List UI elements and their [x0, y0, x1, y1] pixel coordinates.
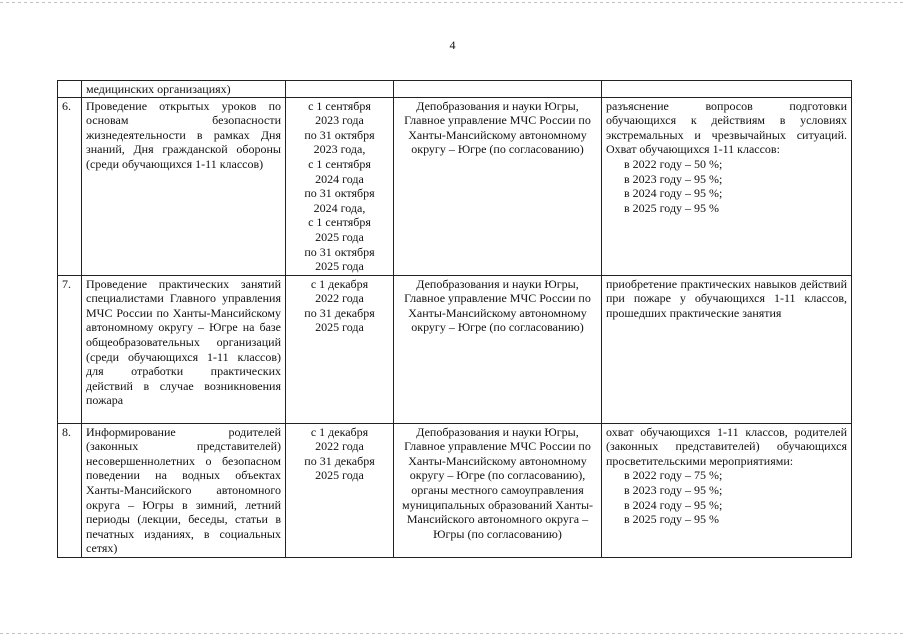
date-line: по 31 октября: [304, 186, 375, 201]
date-line: по 31 декабря: [304, 453, 375, 468]
cell-result: [602, 423, 852, 557]
date-line: по 31 октября: [304, 127, 375, 142]
cell-dates: [286, 97, 394, 275]
cell-dates: [286, 423, 394, 557]
page-number: 4: [449, 38, 456, 52]
date-line: с 1 сентября: [308, 215, 371, 230]
cell-number: 7.: [58, 275, 82, 423]
result-item: в 2024 году – 95 %;: [624, 497, 723, 512]
date-line: 2024 года: [315, 171, 364, 186]
date-line: с 1 декабря: [310, 424, 369, 439]
result-item: в 2025 году – 95 %: [624, 200, 720, 215]
measures-table: [57, 80, 852, 558]
cell-dates: [286, 275, 394, 423]
date-line: по 31 октября: [304, 244, 375, 259]
date-line: 2022 года: [315, 291, 364, 306]
result-text: разъяснение вопросов подготовки обучающихся к действиям в условиях экстремальных и чрезвычайных ситуаций. Охват обучающихся 1-11 классов:: [606, 98, 847, 157]
scan-edge-bottom: [0, 633, 905, 634]
result-item: в 2022 году – 50 %;: [624, 156, 723, 171]
table-row: [58, 423, 852, 557]
cell-number: 6.: [58, 97, 82, 275]
result-item: в 2022 году – 75 %;: [624, 468, 723, 483]
cell-responsible: Депобразования и науки Югры, Главное управление МЧС России по Ханты-Мансийскому автономному округу – Югре (по согласованию): [394, 97, 602, 275]
result-item: в 2025 году – 95 %: [624, 512, 720, 527]
table-row: [58, 275, 852, 423]
result-item: в 2024 году – 95 %;: [624, 186, 723, 201]
date-line: с 1 сентября: [308, 156, 371, 171]
date-line: 2023 года: [315, 113, 364, 128]
date-line: с 1 декабря: [310, 276, 369, 291]
result-text: приобретение практических навыков действий при пожаре у обучающихся 1-11 классов, прошедших практические занятия: [606, 276, 847, 320]
date-line: 2025 года: [315, 259, 364, 274]
scan-edge-top: [0, 2, 905, 3]
date-line: 2022 года: [315, 439, 364, 454]
table-row: [58, 97, 852, 275]
result-item: в 2023 году – 95 %;: [624, 482, 723, 497]
date-line: по 31 декабря: [304, 305, 375, 320]
date-line: 2025 года: [315, 320, 364, 335]
date-line: 2025 года: [315, 468, 364, 483]
date-line: 2024 года,: [313, 200, 366, 215]
cell-measure-name: Проведение практических занятий специалистами Главного управления МЧС России по Ханты-Мансийскому автономному округу – Югре на базе общеобразовательных организаций (среди обучающихся 1-11 классов) для отработки практических действий в случае возникновения пожара: [82, 275, 286, 423]
cell-number: 8.: [58, 423, 82, 557]
cell-result: [602, 97, 852, 275]
date-line: 2023 года,: [313, 142, 366, 157]
cell-number: [58, 81, 82, 98]
cell-result: [602, 81, 852, 98]
cell-measure-name: Информирование родителей (законных представителей) несовершеннолетних о безопасном поведении на водных объектах Ханты-Мансийского автономного округа – Югры в зимний, летний периоды (лекции, беседы, статьи в печатных изданиях, в социальных сетях): [82, 423, 286, 557]
cell-responsible: Депобразования и науки Югры, Главное управление МЧС России по Ханты-Мансийскому автономному округу – Югре (по согласованию): [394, 275, 602, 423]
result-item: в 2023 году – 95 %;: [624, 171, 723, 186]
cell-measure-name: Проведение открытых уроков по основам безопасности жизнедеятельности в рамках Дня знаний, Дня гражданской обороны (среди обучающихся 1-11 классов): [82, 97, 286, 275]
result-text: охват обучающихся 1-11 классов, родителей (законных представителей) обучающихся просветительскими мероприятиями:: [606, 424, 847, 468]
date-line: 2025 года: [315, 229, 364, 244]
cell-responsible: [394, 81, 602, 98]
table-row-continuation: [58, 81, 852, 98]
cell-result: [602, 275, 852, 423]
cell-responsible: Депобразования и науки Югры, Главное управление МЧС России по Ханты-Мансийскому автономному округу – Югре (по согласованию), органы местного самоуправления муниципальных образований Ханты-Мансийского автономного округа – Югры (по согласованию): [394, 423, 602, 557]
date-line: с 1 сентября: [308, 98, 371, 113]
cell-measure-name: медицинских организациях): [82, 81, 286, 98]
cell-dates: [286, 81, 394, 98]
